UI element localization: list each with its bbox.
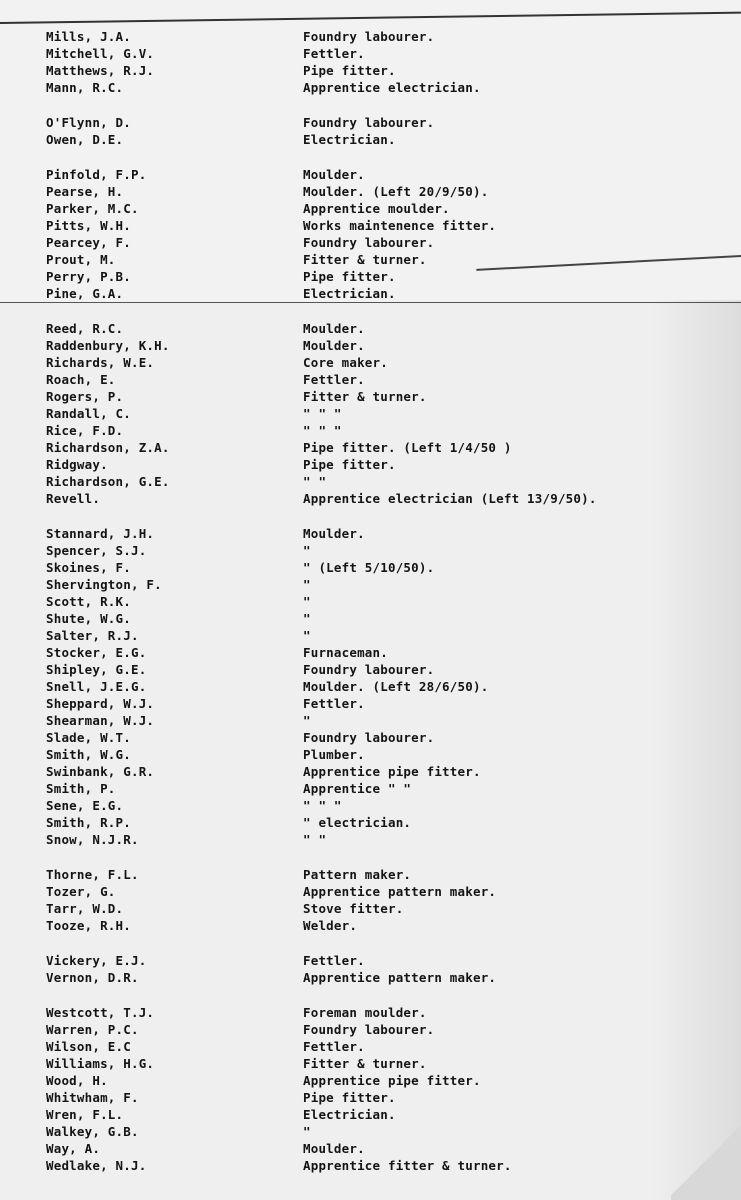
list-row	[0, 866, 741, 883]
employee-name: Shute, W.G.	[46, 611, 131, 626]
employee-occupation: Apprentice pattern maker.	[303, 884, 497, 899]
employee-name: Mills, J.A.	[46, 29, 131, 44]
employee-occupation: Apprentice " "	[303, 781, 412, 796]
list-row	[0, 610, 741, 627]
list-row	[0, 746, 741, 763]
employee-name: Rice, F.D.	[46, 423, 124, 438]
list-row	[0, 1089, 741, 1106]
employee-name: Vernon, D.R.	[46, 970, 139, 985]
employee-occupation: Moulder.	[303, 1141, 365, 1156]
list-row	[0, 780, 741, 797]
employee-name: Shervington, F.	[46, 577, 162, 592]
employee-occupation: "	[303, 713, 311, 728]
employee-occupation: Apprentice electrician (Left 13/9/50).	[303, 491, 597, 506]
list-row	[0, 678, 741, 695]
list-row	[0, 900, 741, 917]
employee-name: Swinbank, G.R.	[46, 764, 155, 779]
employee-name: Owen, D.E.	[46, 132, 124, 147]
employee-name: Richardson, G.E.	[46, 474, 170, 489]
employee-name: Warren, P.C.	[46, 1022, 139, 1037]
list-row	[0, 576, 741, 593]
employee-name: O'Flynn, D.	[46, 115, 131, 130]
employee-name: Pitts, W.H.	[46, 218, 131, 233]
list-row	[0, 1021, 741, 1038]
employee-occupation: Pipe fitter.	[303, 63, 396, 78]
list-row	[0, 644, 741, 661]
employee-occupation: Electrician.	[303, 286, 396, 301]
employee-occupation: Foreman moulder.	[303, 1005, 427, 1020]
employee-name: Reed, R.C.	[46, 321, 124, 336]
employee-name: Richards, W.E.	[46, 355, 155, 370]
list-row	[0, 62, 741, 79]
employee-name: Smith, P.	[46, 781, 116, 796]
employee-name: Parker, M.C.	[46, 201, 139, 216]
employee-name: Sheppard, W.J.	[46, 696, 155, 711]
employee-occupation: "	[303, 1124, 311, 1139]
list-row	[0, 831, 741, 848]
employee-occupation: Foundry labourer.	[303, 29, 435, 44]
list-row	[0, 28, 741, 45]
employee-name: Pinfold, F.P.	[46, 167, 147, 182]
employee-name: Randall, C.	[46, 406, 131, 421]
list-row	[0, 1004, 741, 1021]
employee-name: Prout, M.	[46, 252, 116, 267]
list-row	[0, 969, 741, 986]
list-row	[0, 285, 741, 302]
list-row	[0, 405, 741, 422]
list-row	[0, 217, 741, 234]
list-row	[0, 1038, 741, 1055]
employee-name: Wood, H.	[46, 1073, 108, 1088]
employee-occupation: Apprentice pipe fitter.	[303, 1073, 481, 1088]
list-row	[0, 166, 741, 183]
employee-name: Whitwham, F.	[46, 1090, 139, 1105]
employee-occupation: Stove fitter.	[303, 901, 404, 916]
employee-name: Revell.	[46, 491, 101, 506]
list-row	[0, 917, 741, 934]
employee-name: Pine, G.A.	[46, 286, 124, 301]
employee-occupation: "	[303, 594, 311, 609]
list-row	[0, 114, 741, 131]
employee-name: Stannard, J.H.	[46, 526, 155, 541]
employee-occupation: "	[303, 543, 311, 558]
list-row	[0, 473, 741, 490]
employee-name: Snell, J.E.G.	[46, 679, 147, 694]
employee-occupation: " " "	[303, 798, 342, 813]
list-row	[0, 131, 741, 148]
list-row	[0, 388, 741, 405]
employee-name: Way, A.	[46, 1141, 101, 1156]
list-row	[0, 712, 741, 729]
employee-name: Raddenbury, K.H.	[46, 338, 170, 353]
list-row	[0, 593, 741, 610]
list-row	[0, 268, 741, 285]
employee-name: Snow, N.J.R.	[46, 832, 139, 847]
list-row	[0, 251, 741, 268]
employee-name: Rogers, P.	[46, 389, 124, 404]
employee-occupation: " "	[303, 474, 327, 489]
employee-occupation: Fettler.	[303, 372, 365, 387]
employee-name: Mitchell, G.V.	[46, 46, 155, 61]
employee-occupation: Furnaceman.	[303, 645, 388, 660]
employee-occupation: Core maker.	[303, 355, 388, 370]
employee-occupation: Foundry labourer.	[303, 662, 435, 677]
employee-occupation: Pipe fitter. (Left 1/4/50 )	[303, 440, 512, 455]
employee-occupation: Foundry labourer.	[303, 1022, 435, 1037]
employee-name: Shipley, G.E.	[46, 662, 147, 677]
list-row	[0, 1123, 741, 1140]
list-row	[0, 371, 741, 388]
employee-occupation: Pipe fitter.	[303, 1090, 396, 1105]
employee-name: Slade, W.T.	[46, 730, 131, 745]
employee-name: Matthews, R.J.	[46, 63, 155, 78]
employee-name: Vickery, E.J.	[46, 953, 147, 968]
employee-occupation: Works maintenence fitter.	[303, 218, 497, 233]
list-row	[0, 439, 741, 456]
employee-name: Salter, R.J.	[46, 628, 139, 643]
list-row	[0, 79, 741, 96]
employee-name: Sene, E.G.	[46, 798, 124, 813]
employee-name: Wren, F.L.	[46, 1107, 124, 1122]
employee-occupation: "	[303, 611, 311, 626]
employee-name: Mann, R.C.	[46, 80, 124, 95]
employee-name: Tooze, R.H.	[46, 918, 131, 933]
employee-name: Tozer, G.	[46, 884, 116, 899]
employee-occupation: Apprentice pattern maker.	[303, 970, 497, 985]
employee-name: Wilson, E.C	[46, 1039, 131, 1054]
employee-occupation: Apprentice fitter & turner.	[303, 1158, 512, 1173]
list-row	[0, 695, 741, 712]
employee-occupation: Apprentice pipe fitter.	[303, 764, 481, 779]
list-row	[0, 1140, 741, 1157]
employee-occupation: Moulder.	[303, 167, 365, 182]
list-row	[0, 952, 741, 969]
employee-occupation: Fettler.	[303, 696, 365, 711]
employee-name: Scott, R.K.	[46, 594, 131, 609]
employee-occupation: "	[303, 628, 311, 643]
employee-name: Walkey, G.B.	[46, 1124, 139, 1139]
employee-occupation: " "	[303, 832, 327, 847]
list-row	[0, 797, 741, 814]
list-row	[0, 661, 741, 678]
employee-occupation: Electrician.	[303, 1107, 396, 1122]
employee-name: Ridgway.	[46, 457, 108, 472]
list-row	[0, 525, 741, 542]
list-row	[0, 729, 741, 746]
employee-occupation: Foundry labourer.	[303, 115, 435, 130]
list-row	[0, 814, 741, 831]
employee-name: Shearman, W.J.	[46, 713, 155, 728]
employee-occupation: Pattern maker.	[303, 867, 412, 882]
list-row	[0, 1157, 741, 1174]
employee-name: Tarr, W.D.	[46, 901, 124, 916]
employee-occupation: Fitter & turner.	[303, 1056, 427, 1071]
employee-occupation: Apprentice electrician.	[303, 80, 481, 95]
employee-occupation: Fettler.	[303, 46, 365, 61]
employee-occupation: Foundry labourer.	[303, 235, 435, 250]
employee-name: Roach, E.	[46, 372, 116, 387]
employee-name: Spencer, S.J.	[46, 543, 147, 558]
list-row	[0, 320, 741, 337]
employee-name: Williams, H.G.	[46, 1056, 155, 1071]
employee-occupation: " " "	[303, 423, 342, 438]
employee-occupation: Electrician.	[303, 132, 396, 147]
employee-occupation: Fitter & turner.	[303, 252, 427, 267]
employee-name: Smith, W.G.	[46, 747, 131, 762]
employee-occupation: Foundry labourer.	[303, 730, 435, 745]
list-row	[0, 883, 741, 900]
list-row	[0, 354, 741, 371]
list-row	[0, 200, 741, 217]
list-row	[0, 542, 741, 559]
employee-occupation: " electrician.	[303, 815, 412, 830]
employee-name: Stocker, E.G.	[46, 645, 147, 660]
employee-occupation: " (Left 5/10/50).	[303, 560, 435, 575]
employee-occupation: "	[303, 577, 311, 592]
list-row	[0, 627, 741, 644]
employee-occupation: Pipe fitter.	[303, 457, 396, 472]
employee-name: Westcott, T.J.	[46, 1005, 155, 1020]
employee-name: Wedlake, N.J.	[46, 1158, 147, 1173]
list-row	[0, 490, 741, 507]
employee-occupation: Moulder.	[303, 321, 365, 336]
employee-occupation: Pipe fitter.	[303, 269, 396, 284]
employee-occupation: Fitter & turner.	[303, 389, 427, 404]
list-row	[0, 559, 741, 576]
list-row	[0, 234, 741, 251]
employee-name: Perry, P.B.	[46, 269, 131, 284]
list-row	[0, 1055, 741, 1072]
employee-occupation: Plumber.	[303, 747, 365, 762]
employee-occupation: Moulder. (Left 20/9/50).	[303, 184, 489, 199]
list-row	[0, 183, 741, 200]
list-row	[0, 763, 741, 780]
employee-occupation: Fettler.	[303, 953, 365, 968]
employee-occupation: Moulder. (Left 28/6/50).	[303, 679, 489, 694]
employee-occupation: " " "	[303, 406, 342, 421]
employee-name: Richardson, Z.A.	[46, 440, 170, 455]
list-row	[0, 337, 741, 354]
employee-occupation: Moulder.	[303, 338, 365, 353]
employee-occupation: Apprentice moulder.	[303, 201, 450, 216]
list-row	[0, 1072, 741, 1089]
employee-occupation: Welder.	[303, 918, 358, 933]
employee-name: Pearse, H.	[46, 184, 124, 199]
employee-occupation: Moulder.	[303, 526, 365, 541]
employee-name: Thorne, F.L.	[46, 867, 139, 882]
list-row	[0, 45, 741, 62]
list-row	[0, 1106, 741, 1123]
employee-name: Skoines, F.	[46, 560, 131, 575]
employee-name: Pearcey, F.	[46, 235, 131, 250]
employee-occupation: Fettler.	[303, 1039, 365, 1054]
list-row	[0, 422, 741, 439]
list-row	[0, 456, 741, 473]
employee-name: Smith, R.P.	[46, 815, 131, 830]
